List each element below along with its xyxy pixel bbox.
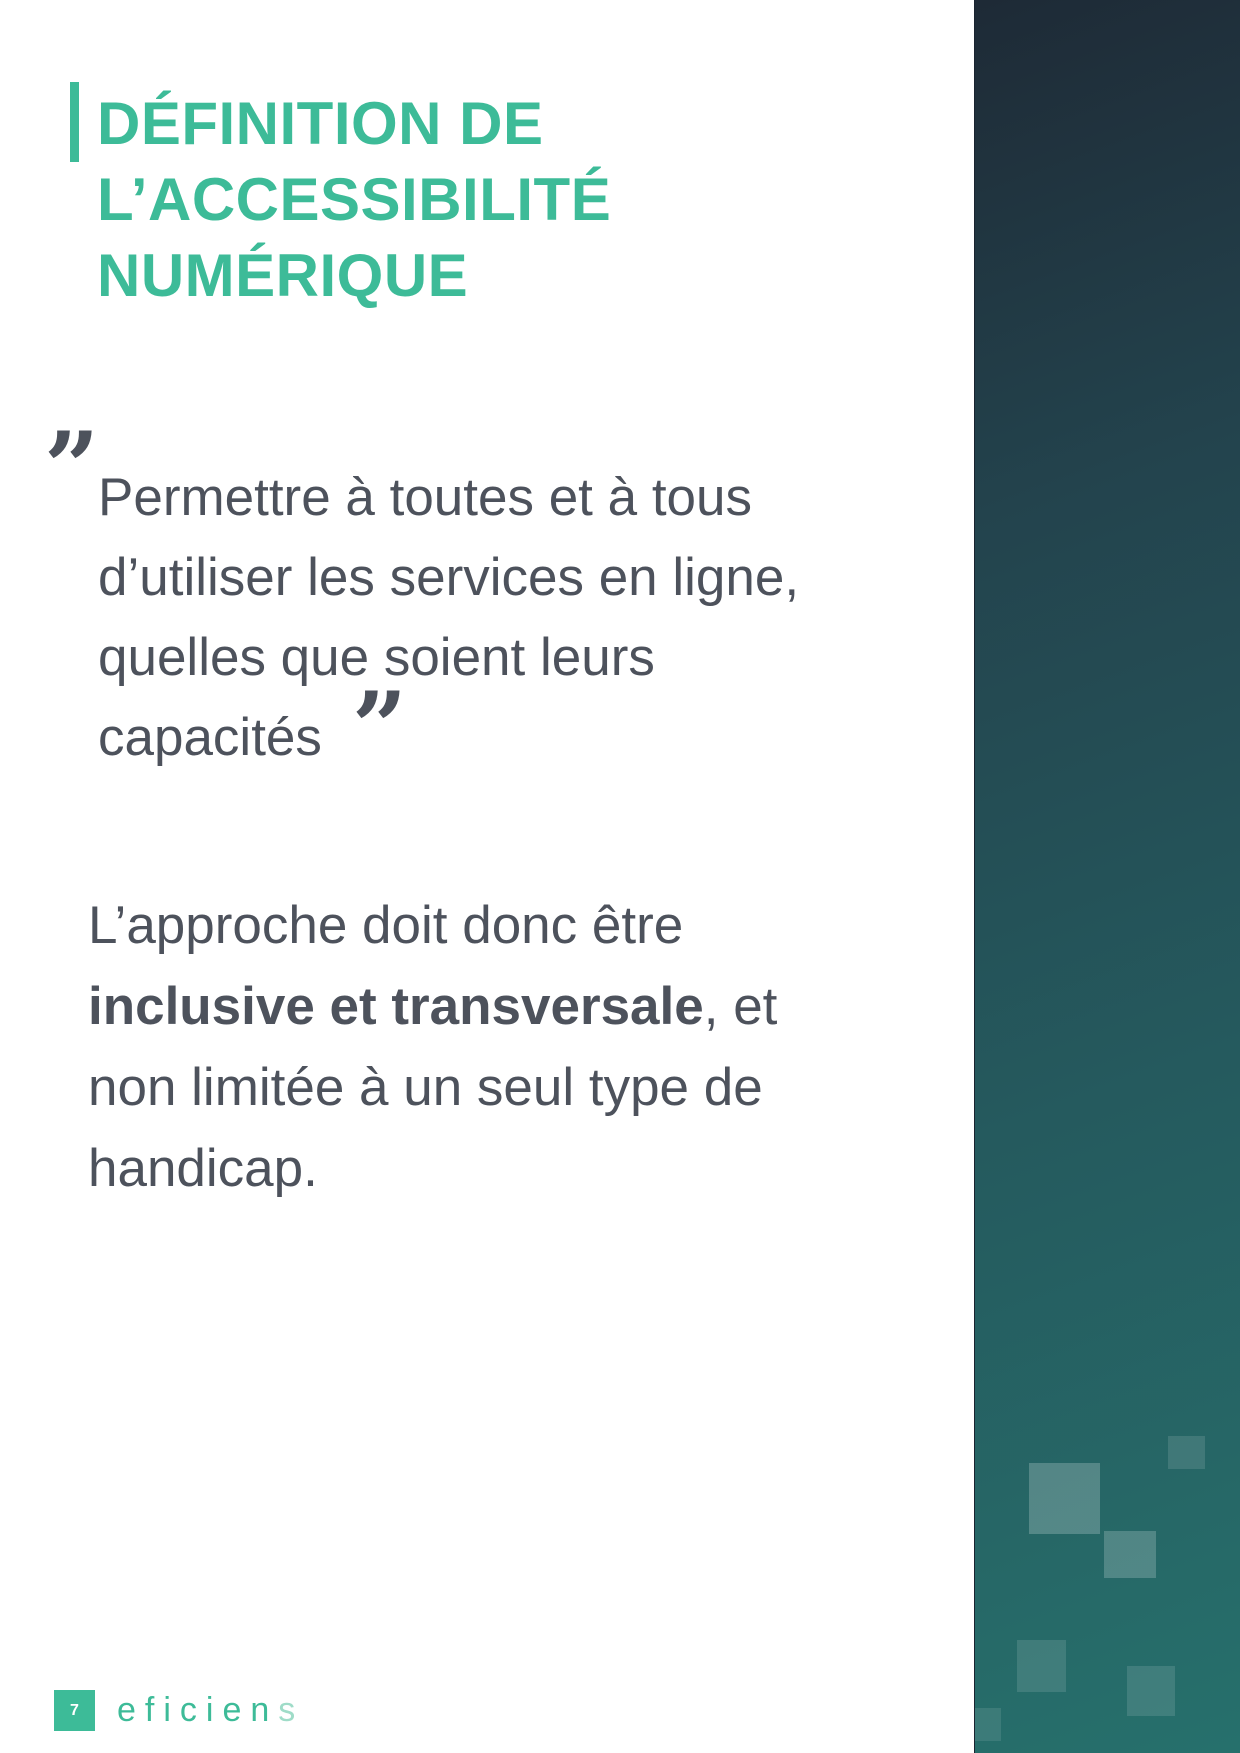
body-line: non limitée à un seul type de: [88, 1058, 763, 1117]
title-line: DÉFINITION DE: [97, 90, 544, 157]
decorative-square: [975, 1708, 1001, 1741]
quote-line: quelles que soient leurs: [98, 628, 655, 687]
body-paragraph: [88, 885, 938, 1209]
body-emphasis: inclusive et transversale: [88, 977, 704, 1036]
decorative-square: [1168, 1436, 1205, 1469]
body-text-fragment: , et: [703, 977, 778, 1036]
title-line: L’ACCESSIBILITÉ: [97, 166, 612, 233]
title-line: NUMÉRIQUE: [97, 242, 469, 309]
quote-open-mark: ”: [44, 411, 100, 524]
brand-name-tail: s: [278, 1691, 305, 1729]
page-number: 7: [54, 1690, 95, 1731]
body-line: L’approche doit donc être: [88, 896, 684, 955]
body-line: handicap.: [88, 1139, 318, 1198]
title-accent-bar: [70, 82, 79, 162]
quote-close-mark: ”: [351, 671, 408, 784]
decorative-square: [1127, 1666, 1175, 1716]
decorative-side-panel: [974, 0, 1240, 1753]
quote-line: d’utiliser les services en ligne,: [98, 548, 800, 607]
brand-name: eficien: [117, 1691, 279, 1729]
quote-line: Permettre à toutes et à tous: [98, 468, 753, 527]
decorative-square: [1104, 1531, 1156, 1578]
decorative-square: [1029, 1463, 1100, 1534]
page-title: [97, 86, 917, 314]
brand-logo: [117, 1688, 304, 1732]
quote-line: capacités: [98, 708, 322, 767]
quote-text: [98, 458, 938, 784]
decorative-square: [1017, 1640, 1066, 1692]
